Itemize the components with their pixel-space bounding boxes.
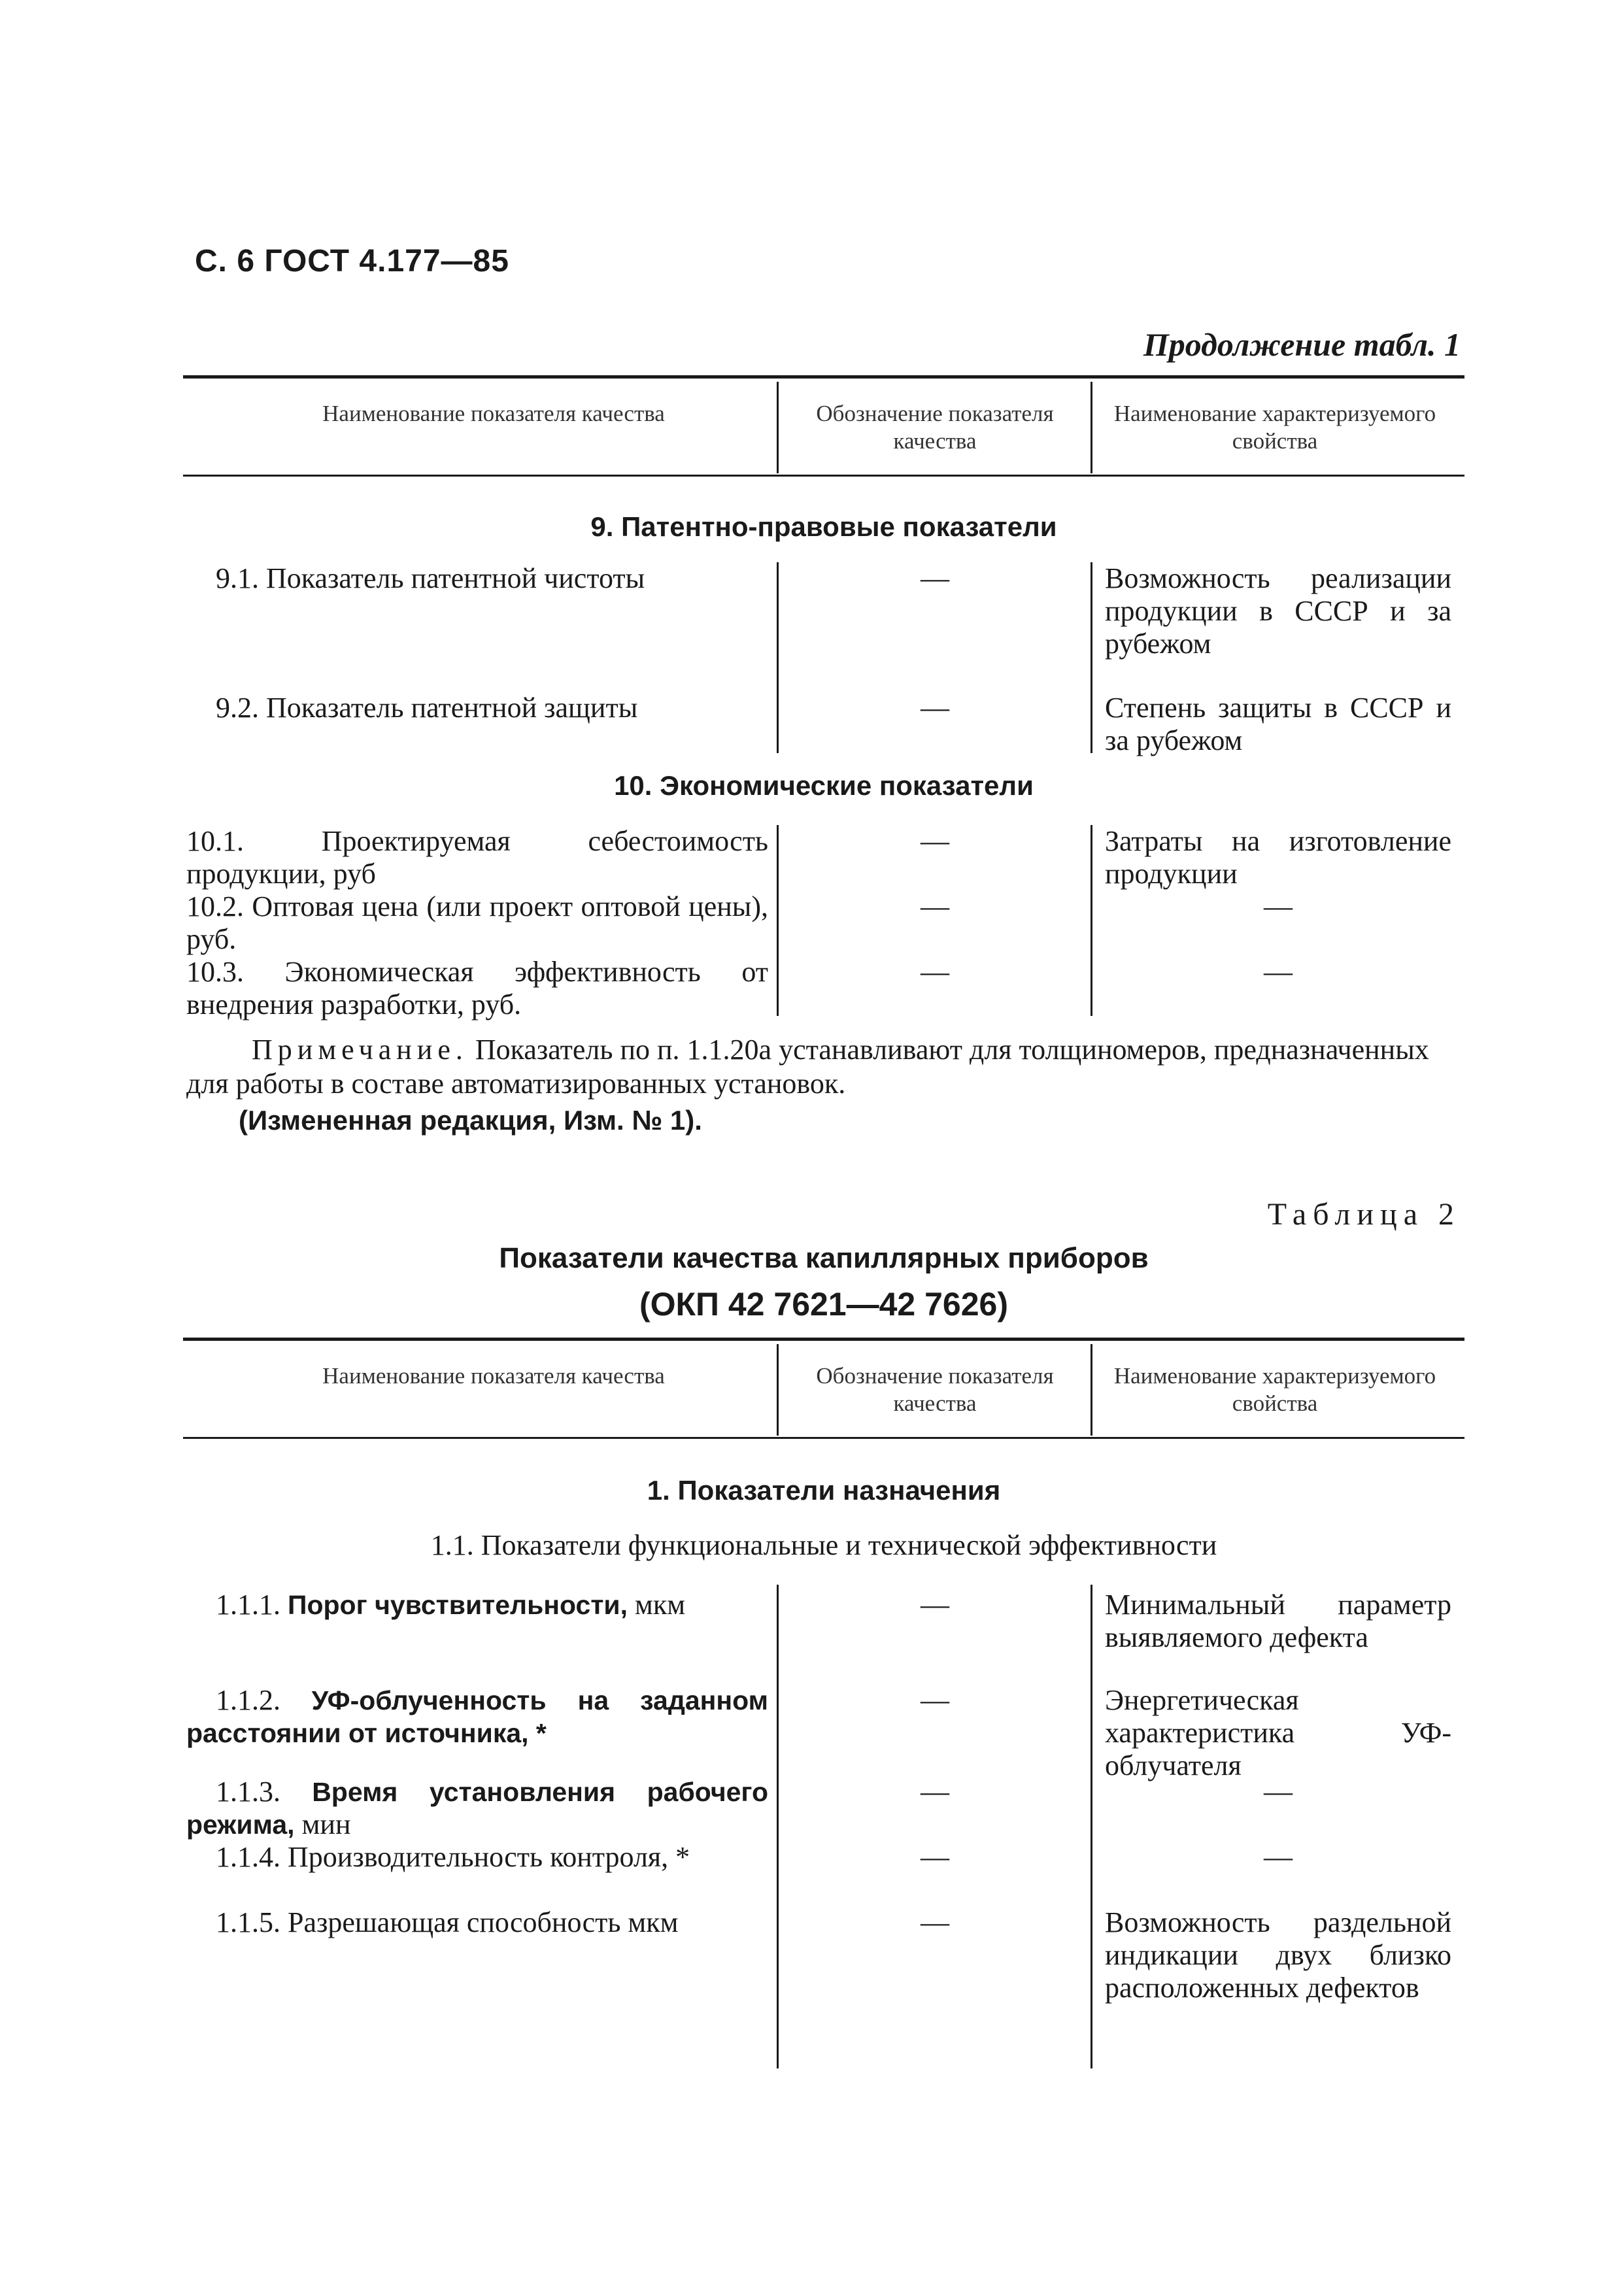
row-9-1-property: Возможность реализации продукции в СССР и за рубежом — [1105, 562, 1451, 660]
t2-subsection-1-1-title: 1.1. Показатели функциональные и технической эффективности — [430, 1529, 1217, 1561]
section-10-title: 10. Экономические показатели — [614, 770, 1034, 801]
row-1-1-2-property: Энергетическая характеристика УФ-облучателя — [1105, 1684, 1451, 1781]
table1-header-rule — [183, 475, 1464, 477]
table1-top-rule — [183, 375, 1464, 379]
row-1-1-1-rest: мкм — [628, 1589, 686, 1621]
row-1-1-1-name — [216, 1589, 765, 1621]
row-1-1-5-num: 1.1.5. — [216, 1906, 280, 1938]
amendment-note: (Измененная редакция, Изм. № 1). — [239, 1105, 702, 1136]
header-name-column: Наименование показателя качества — [322, 401, 665, 426]
row-10-1-name: 10.1. Проектируемая себестоимость продукции, руб — [186, 825, 768, 890]
note-prefix: Примечание. — [252, 1034, 468, 1066]
row-1-1-2-name — [186, 1684, 768, 1749]
t2-body-divider-1 — [777, 1585, 779, 2068]
section-9-title: 9. Патентно-правовые показатели — [590, 511, 1057, 542]
t1-s9-divider-2 — [1091, 562, 1092, 753]
t1-s10-divider-1 — [777, 825, 779, 1016]
row-1-1-1-designation: — — [921, 1589, 949, 1621]
row-1-1-3-property: — — [1264, 1776, 1293, 1808]
row-1-1-4-rest: Производительность контроля, * — [288, 1841, 690, 1873]
row-1-1-2-bold: УФ-облученность на заданном расстоянии от источника, * — [186, 1685, 769, 1748]
table2-header-divider-1 — [777, 1344, 779, 1436]
note-text: Показатель по п. 1.1.20а устанавливают для толщиномеров, предназначенных для работы в составе автоматизированных установок. — [186, 1034, 1429, 1100]
row-10-1-property: Затраты на изготовление продукции — [1105, 825, 1451, 890]
t2-header-designation-column: Обозначение показателя качества — [816, 1363, 1054, 1416]
row-1-1-4-num: 1.1.4. — [216, 1841, 280, 1873]
row-1-1-5-designation: — — [921, 1906, 949, 1938]
row-10-2-property: — — [1264, 890, 1293, 922]
table1-header-divider-1 — [777, 382, 779, 473]
row-10-2-name: 10.2. Оптовая цена (или проект оптовой цены), руб. — [186, 890, 768, 955]
continuation-label: Продолжение табл. 1 — [1143, 326, 1461, 363]
row-1-1-4-designation: — — [921, 1841, 949, 1873]
row-9-1-designation: — — [921, 562, 949, 594]
t2-header-name-column: Наименование показателя качества — [322, 1363, 665, 1389]
row-1-1-3-rest: мин — [294, 1808, 351, 1840]
row-10-3-property: — — [1264, 956, 1293, 988]
header-property-column: Наименование характеризуемого свойства — [1113, 401, 1436, 454]
row-1-1-1-num: 1.1.1. — [216, 1589, 280, 1621]
row-1-1-3-designation: — — [921, 1776, 949, 1808]
row-9-1-name: 9.1. Показатель патентной чистоты — [216, 562, 645, 594]
table2-title: Показатели качества капиллярных приборов — [499, 1242, 1149, 1274]
row-10-1-designation: — — [921, 825, 949, 857]
t2-section-1-title: 1. Показатели назначения — [647, 1475, 1001, 1506]
row-1-1-2-num: 1.1.2. — [216, 1684, 280, 1716]
page-header: С. 6 ГОСТ 4.177—85 — [195, 244, 509, 278]
table1-note — [186, 1033, 1468, 1101]
row-1-1-3-bold: Время установления рабочего режима, — [186, 1777, 769, 1840]
row-1-1-2-designation: — — [921, 1684, 949, 1716]
row-1-1-5-rest: Разрешающая способность мкм — [288, 1906, 679, 1938]
row-1-1-4-property: — — [1264, 1841, 1293, 1873]
table2-header-divider-2 — [1091, 1344, 1092, 1436]
row-10-3-designation: — — [921, 956, 949, 988]
t2-header-property-column: Наименование характеризуемого свойства — [1113, 1363, 1436, 1416]
row-1-1-5-name — [186, 1906, 768, 1939]
table2-header-rule — [183, 1437, 1464, 1439]
header-designation-column: Обозначение показателя качества — [816, 401, 1054, 454]
row-10-2-designation: — — [921, 890, 949, 922]
table2-okp-code: (ОКП 42 7621—42 7626) — [639, 1286, 1008, 1323]
row-1-1-1-bold: Порог чувствительности, — [288, 1590, 628, 1620]
row-10-3-name: 10.3. Экономическая эффективность от внедрения разработки, руб. — [186, 956, 768, 1020]
row-1-1-4-name — [186, 1841, 768, 1874]
row-1-1-5-property: Возможность раздельной индикации двух близко расположенных дефектов — [1105, 1906, 1451, 2004]
row-9-2-name: 9.2. Показатель патентной защиты — [216, 692, 638, 724]
row-1-1-3-num: 1.1.3. — [216, 1776, 280, 1808]
row-1-1-1-property: Минимальный параметр выявляемого дефекта — [1105, 1589, 1451, 1653]
row-9-2-property: Степень защиты в СССР и за рубежом — [1105, 692, 1451, 756]
t1-s10-divider-2 — [1091, 825, 1092, 1016]
row-9-2-designation: — — [921, 692, 949, 724]
table2-top-rule — [183, 1338, 1464, 1341]
table1-header-divider-2 — [1091, 382, 1092, 473]
row-1-1-3-name — [186, 1776, 768, 1841]
t2-body-divider-2 — [1091, 1585, 1092, 2068]
table2-label: Таблица 2 — [1267, 1197, 1461, 1232]
t1-s9-divider-1 — [777, 562, 779, 753]
